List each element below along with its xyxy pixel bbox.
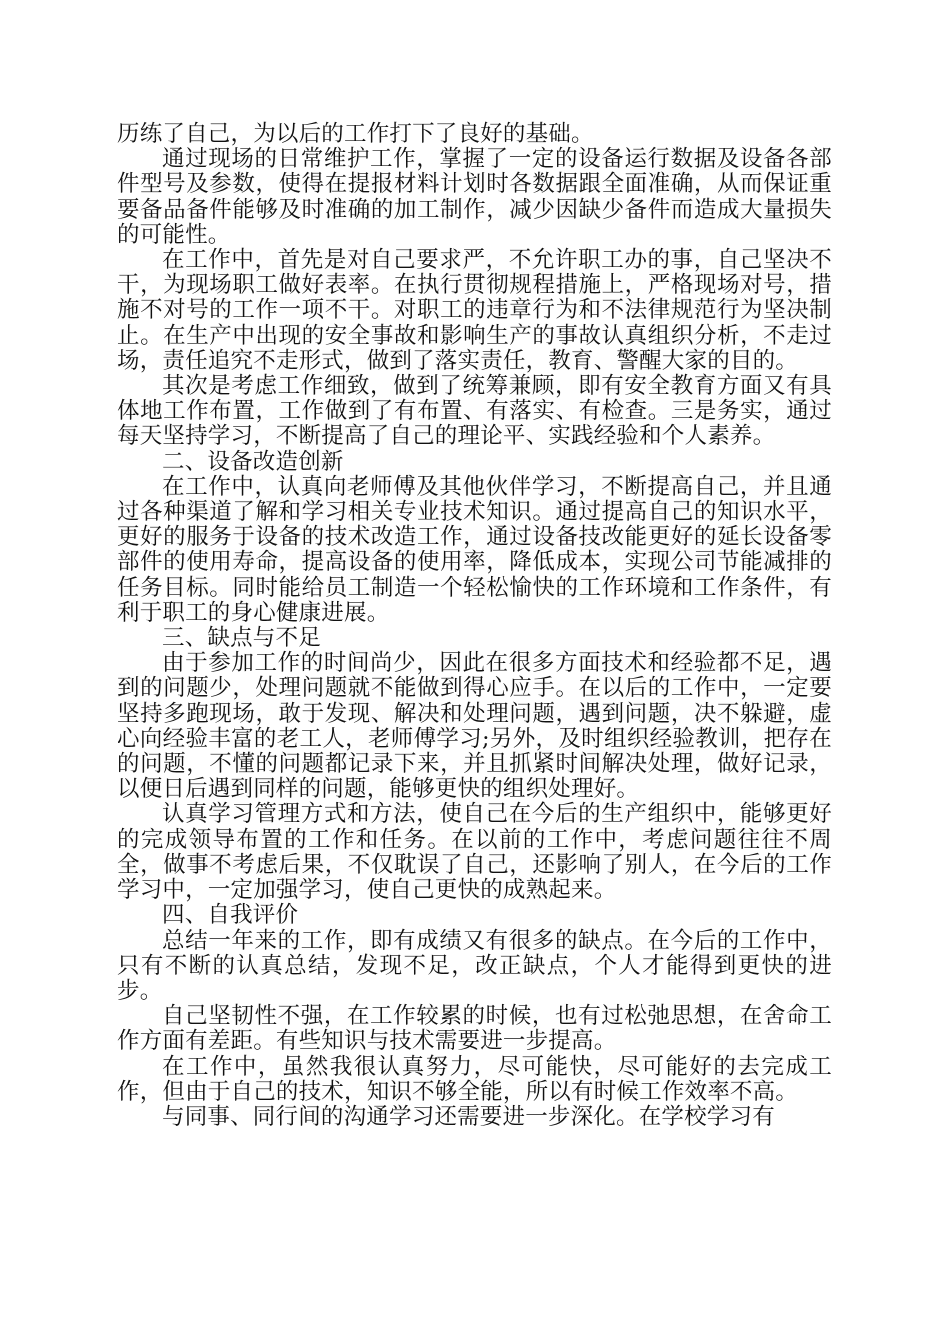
paragraph-4: 其次是考虑工作细致，做到了统筹兼顾，即有安全教育方面又有具体地工作布置，工作做到了有布置、有落实、有检查。三是务实，通过每天坚持学习，不断提高了自己的理论平、实践经验和个人素养。: [117, 373, 832, 450]
section-heading-4: 四、自我评价: [162, 902, 299, 929]
document-body: [117, 122, 832, 1130]
paragraph-6: 由于参加工作的时间尚少，因此在很多方面技术和经验都不足，遇到的问题少，处理问题就不能做到得心应手。在以后的工作中，一定要坚持多跑现场，敢于发现、解决和处理问题，遇到问题，决不躲避，虚心向经验丰富的老工人，老师傅学习;另外，及时组织经验教训，把存在的问题，不懂的问题都记录下来，并且抓紧时间解决处理，做好记录，以便日后遇到同样的问题，能够更快的组织处理好。: [117, 650, 832, 803]
paragraph-9: 自己坚韧性不强，在工作较累的时候，也有过松弛思想，在舍命工作方面有差距。有些知识与技术需要进一步提高。: [117, 1003, 832, 1055]
paragraph-3: 在工作中，首先是对自己要求严，不允许职工办的事，自己坚决不干，为现场职工做好表率。在执行贯彻规程措施上，严格现场对号，措施不对号的工作一项不干。对职工的违章行为和不法律规范行为坚决制止。在生产中出现的安全事故和影响生产的事故认真组织分析，不走过场，责任追究不走形式，做到了落实责任，教育、警醒大家的目的。: [117, 247, 832, 374]
paragraph-2: 通过现场的日常维护工作，掌握了一定的设备运行数据及设备各部件型号及参数，使得在提报材料计划时各数据跟全面准确，从而保证重要备品备件能够及时准确的加工制作，减少因缺少备件而造成大量损失的可能性。: [117, 146, 832, 248]
paragraph-10: 在工作中，虽然我很认真努力，尽可能快，尽可能好的去完成工作，但由于自己的技术，知识不够全能，所以有时候工作效率不高。: [117, 1053, 832, 1105]
paragraph-7: 认真学习管理方式和方法，使自己在今后的生产组织中，能够更好的完成领导布置的工作和任务。在以前的工作中，考虑问题往往不周全，做事不考虑后果，不仅耽误了自己，还影响了别人，在今后的工作学习中，一定加强学习，使自己更快的成熟起来。: [117, 801, 832, 904]
paragraph-5: 在工作中，认真向老师傅及其他伙伴学习，不断提高自己，并且通过各种渠道了解和学习相关专业技术知识。通过提高自己的知识水平，更好的服务于设备的技术改造工作，通过设备技改能更好的延长设备零部件的使用寿命，提高设备的使用率，降低成本，实现公司节能减排的任务目标。同时能给员工制造一个轻松愉快的工作环境和工作条件，有利于职工的身心健康进展。: [117, 473, 832, 626]
section-heading-3: 三、缺点与不足: [162, 625, 321, 652]
paragraph-1: 历练了自己，为以后的工作打下了良好的基础。: [117, 121, 594, 147]
paragraph-11: 与同事、同行间的沟通学习还需要进一步深化。在学校学习有: [162, 1103, 775, 1130]
section-heading-2: 二、设备改造创新: [162, 448, 344, 475]
paragraph-8: 总结一年来的工作，即有成绩又有很多的缺点。在今后的工作中，只有不断的认真总结，发现不足，改正缺点，个人才能得到更快的进步。: [117, 927, 832, 1004]
